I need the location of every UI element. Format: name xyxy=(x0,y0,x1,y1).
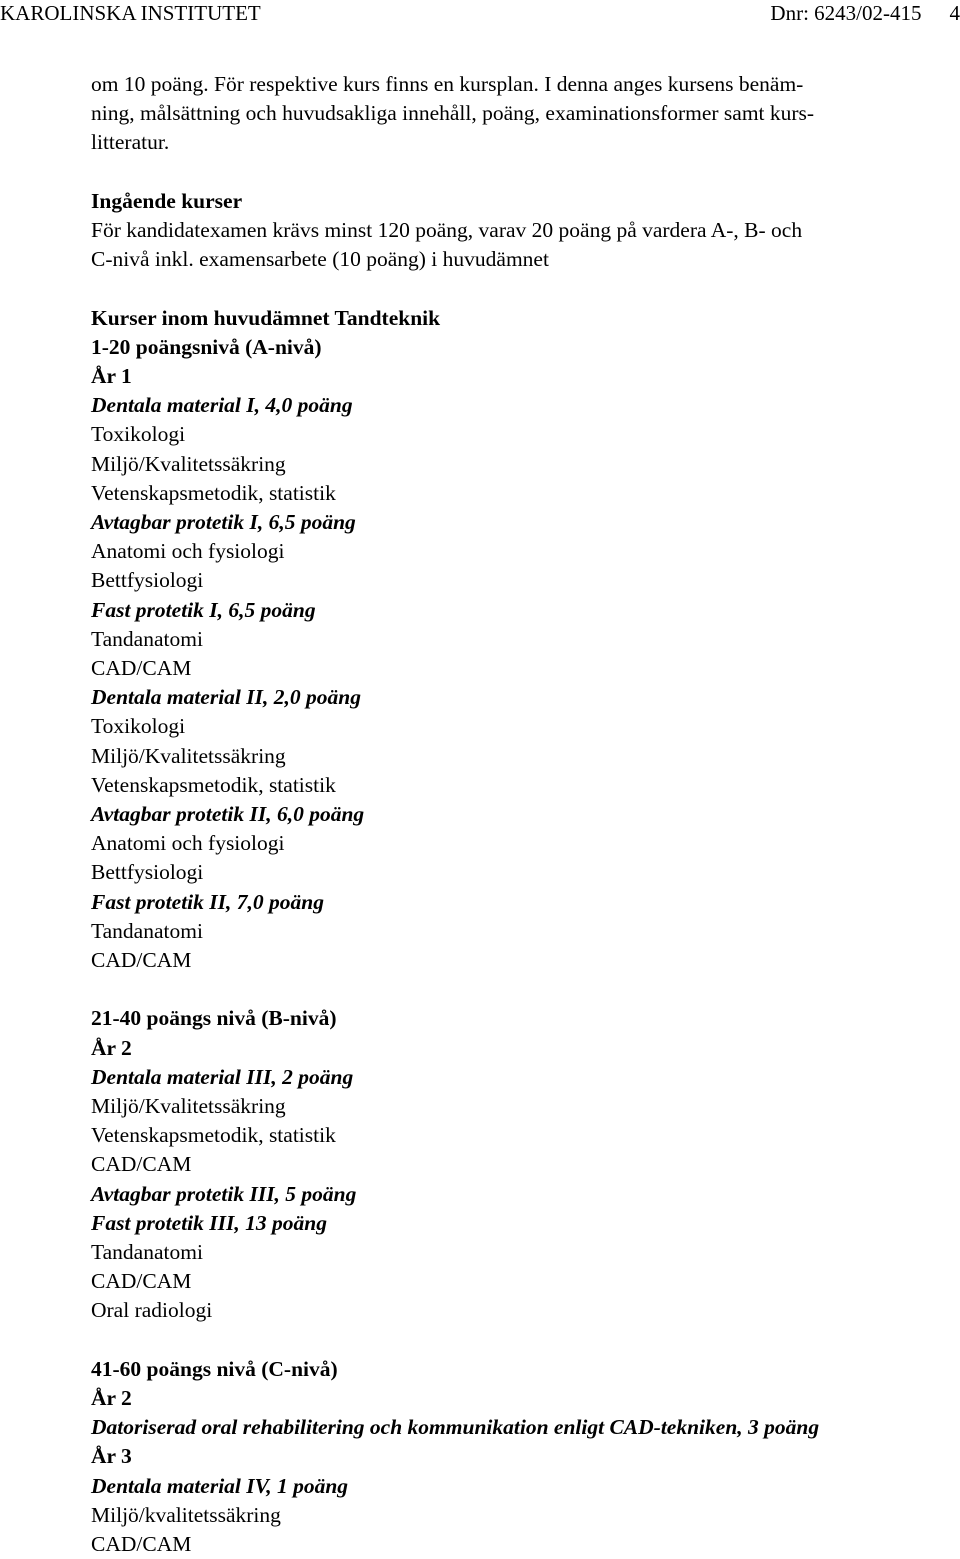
course-item: Miljö/Kvalitetssäkring xyxy=(91,450,951,479)
level-heading: 1-20 poängsnivå (A-nivå) xyxy=(91,333,951,362)
entry-courses-section xyxy=(91,187,951,275)
document-body xyxy=(91,70,951,1559)
course-title: Avtagbar protetik II, 6,0 poäng xyxy=(91,800,951,829)
course-item: Bettfysiologi xyxy=(91,566,951,595)
intro-line: om 10 poäng. För respektive kurs finns en kursplan. I denna anges kursens benäm- xyxy=(91,70,951,99)
course-item: Toxikologi xyxy=(91,712,951,741)
course-item: Anatomi och fysiologi xyxy=(91,829,951,858)
course-title: Fast protetik III, 13 poäng xyxy=(91,1209,951,1238)
course-title: Fast protetik II, 7,0 poäng xyxy=(91,888,951,917)
course-title: Datoriserad oral rehabilitering och kommunikation enligt CAD-tekniken, 3 poäng xyxy=(91,1413,951,1442)
course-item: CAD/CAM xyxy=(91,1530,951,1559)
year-heading: År 3 xyxy=(91,1442,951,1471)
year-heading: År 2 xyxy=(91,1384,951,1413)
course-item: CAD/CAM xyxy=(91,1150,951,1179)
body-line: C-nivå inkl. examensarbete (10 poäng) i huvudämnet xyxy=(91,245,951,274)
course-title: Avtagbar protetik III, 5 poäng xyxy=(91,1180,951,1209)
body-line: För kandidatexamen krävs minst 120 poäng, varav 20 poäng på vardera A-, B- och xyxy=(91,216,951,245)
course-item: Tandanatomi xyxy=(91,917,951,946)
course-item: Vetenskapsmetodik, statistik xyxy=(91,479,951,508)
level-heading: 21-40 poängs nivå (B-nivå) xyxy=(91,1004,951,1033)
year-heading: År 1 xyxy=(91,362,951,391)
level-c-section xyxy=(91,1355,951,1559)
course-title: Dentala material II, 2,0 poäng xyxy=(91,683,951,712)
course-item: Vetenskapsmetodik, statistik xyxy=(91,771,951,800)
page-number: 4 xyxy=(950,1,960,25)
course-item: Miljö/Kvalitetssäkring xyxy=(91,1092,951,1121)
intro-paragraph xyxy=(91,70,951,158)
level-b-section xyxy=(91,1004,951,1325)
course-title: Avtagbar protetik I, 6,5 poäng xyxy=(91,508,951,537)
intro-line: ning, målsättning och huvudsakliga innehåll, poäng, examinationsformer samt kurs- xyxy=(91,99,951,128)
document-number: Dnr: 6243/02-415 xyxy=(770,1,921,25)
course-item: CAD/CAM xyxy=(91,1267,951,1296)
course-item: Bettfysiologi xyxy=(91,858,951,887)
course-item: CAD/CAM xyxy=(91,946,951,975)
course-item: Oral radiologi xyxy=(91,1296,951,1325)
course-item: Anatomi och fysiologi xyxy=(91,537,951,566)
course-item: CAD/CAM xyxy=(91,654,951,683)
course-title: Dentala material IV, 1 poäng xyxy=(91,1472,951,1501)
course-title: Dentala material III, 2 poäng xyxy=(91,1063,951,1092)
intro-line: litteratur. xyxy=(91,128,951,157)
course-item: Tandanatomi xyxy=(91,1238,951,1267)
course-item: Vetenskapsmetodik, statistik xyxy=(91,1121,951,1150)
page-header xyxy=(0,0,960,26)
course-title: Dentala material I, 4,0 poäng xyxy=(91,391,951,420)
level-a-section xyxy=(91,304,951,976)
section-heading: Ingående kurser xyxy=(91,187,951,216)
course-item: Miljö/kvalitetssäkring xyxy=(91,1501,951,1530)
year-heading: År 2 xyxy=(91,1034,951,1063)
course-item: Miljö/Kvalitetssäkring xyxy=(91,742,951,771)
header-right xyxy=(770,0,960,26)
institution-name: KAROLINSKA INSTITUTET xyxy=(0,0,261,26)
course-item: Tandanatomi xyxy=(91,625,951,654)
course-title: Fast protetik I, 6,5 poäng xyxy=(91,596,951,625)
course-item: Toxikologi xyxy=(91,420,951,449)
level-heading: 41-60 poängs nivå (C-nivå) xyxy=(91,1355,951,1384)
main-subject-heading: Kurser inom huvudämnet Tandteknik xyxy=(91,304,951,333)
